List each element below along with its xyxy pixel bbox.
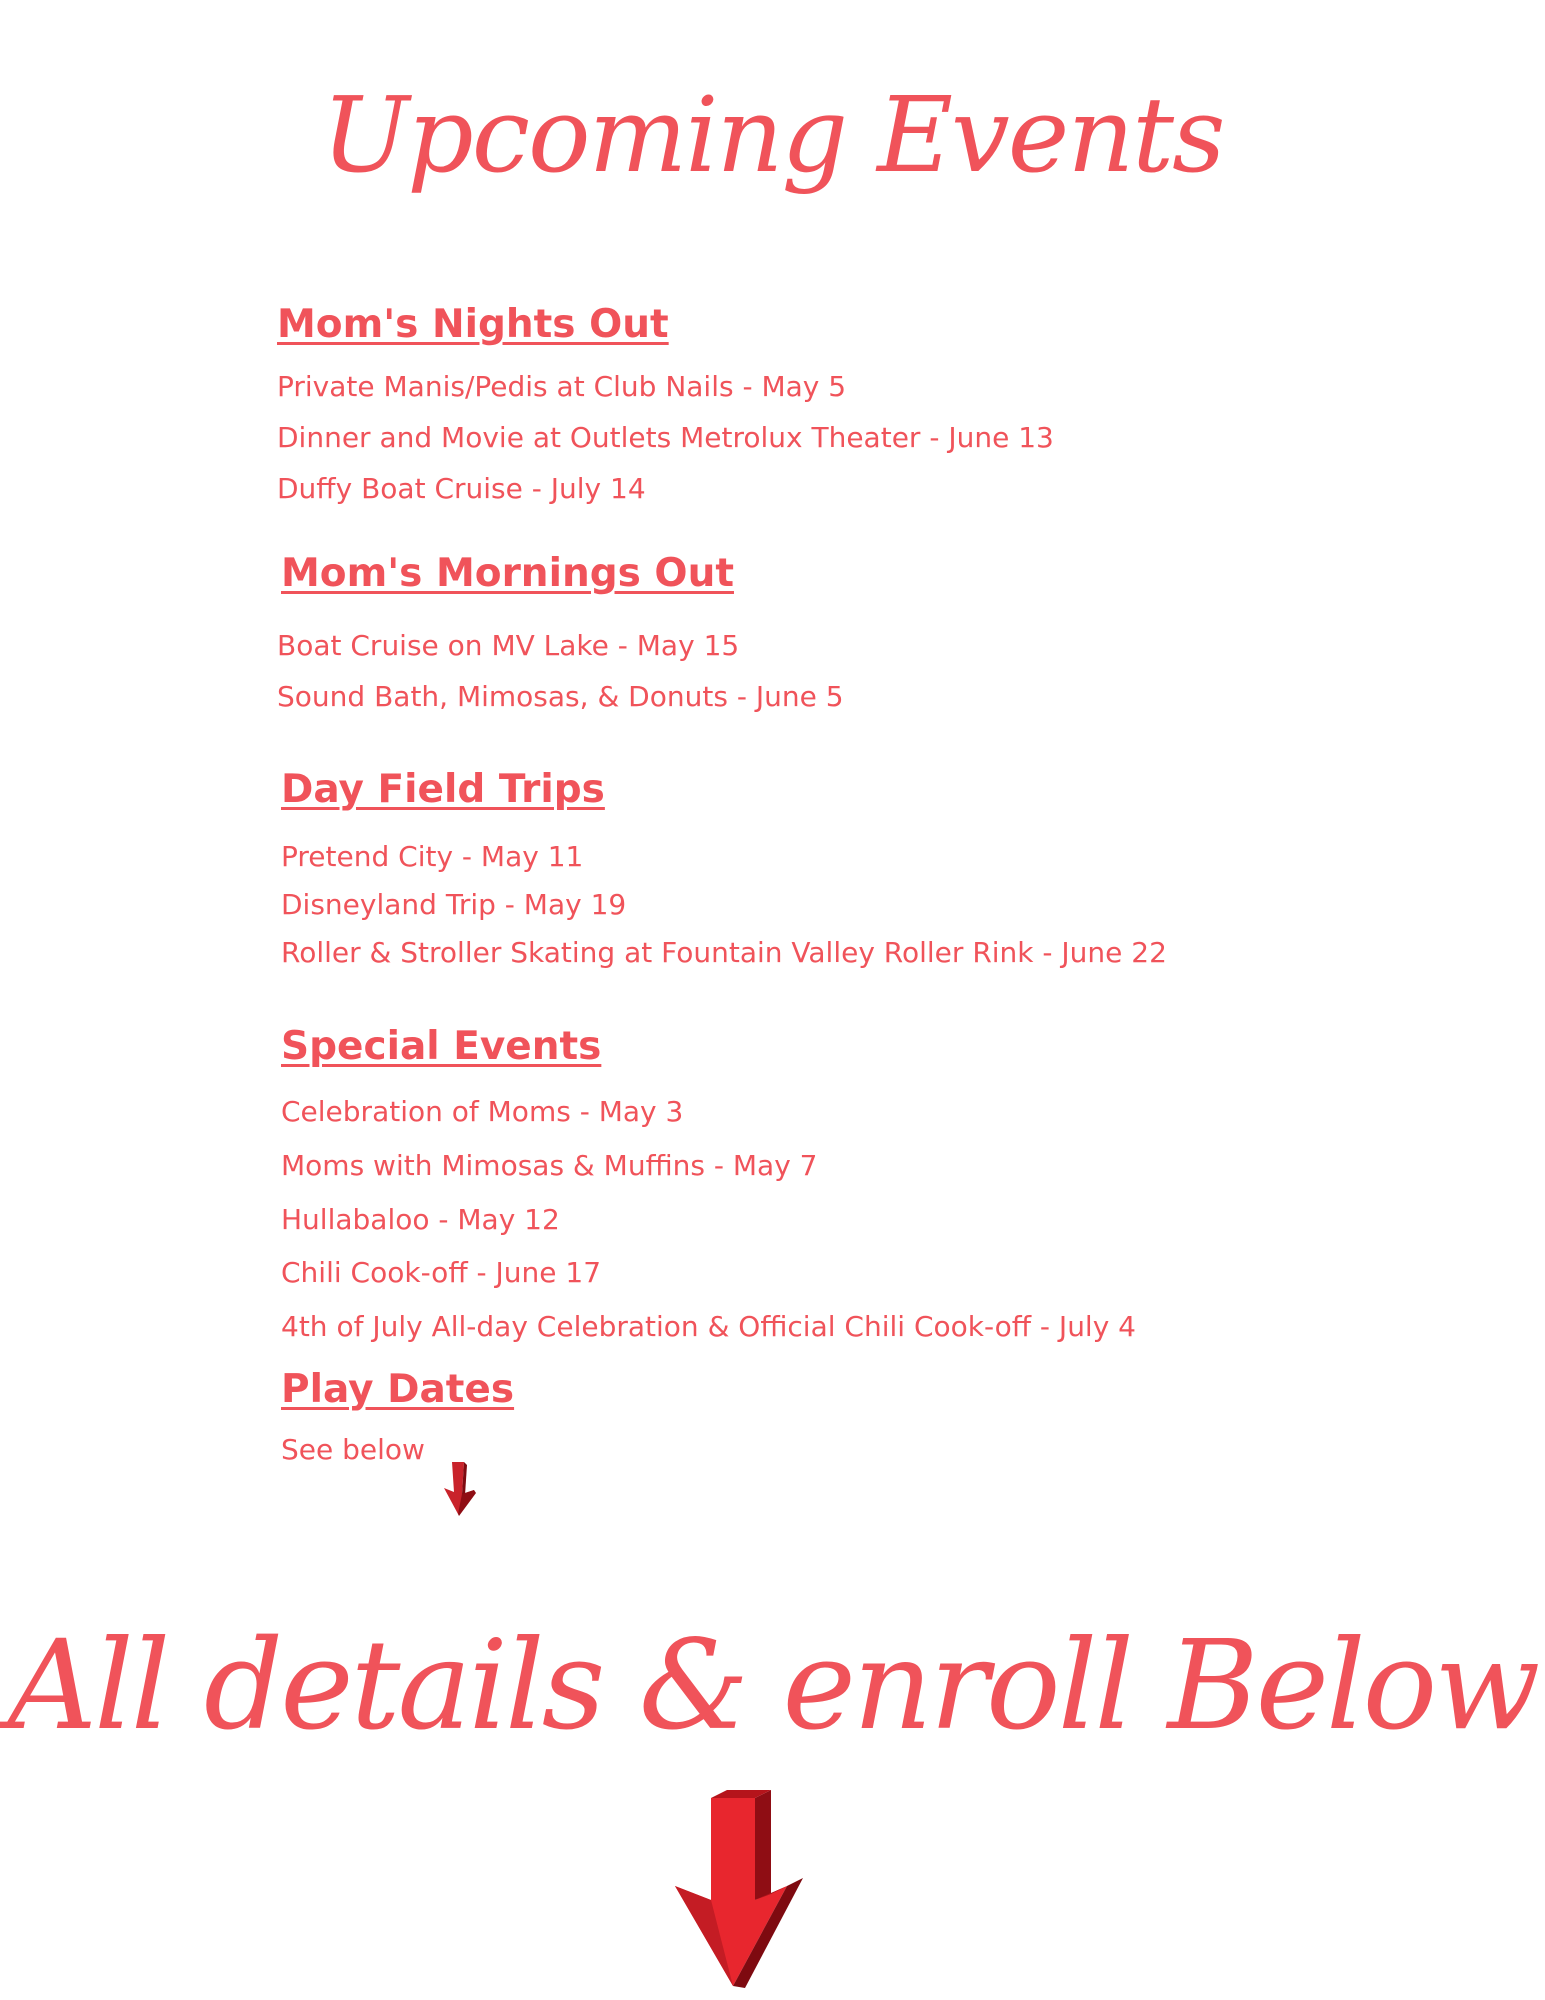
section-title-day-field-trips: Day Field Trips: [281, 767, 605, 812]
event-item: Celebration of Moms - May 3: [281, 1095, 684, 1128]
page-title: Upcoming Events: [321, 74, 1224, 196]
event-item: Moms with Mimosas & Muffins - May 7: [281, 1149, 818, 1182]
event-item: Duffy Boat Cruise - July 14: [277, 472, 646, 505]
section-title-play-dates: Play Dates: [281, 1367, 515, 1412]
section-title-special-events: Special Events: [281, 1024, 602, 1069]
section-title-moms-mornings-out: Mom's Mornings Out: [281, 551, 734, 596]
section-title-moms-nights-out: Mom's Nights Out: [277, 302, 669, 347]
down-arrow-3d-icon: [675, 1790, 805, 1990]
down-arrow-icon: [440, 1460, 478, 1516]
event-item: Dinner and Movie at Outlets Metrolux Theater - June 13: [277, 421, 1054, 454]
event-item: See below: [281, 1433, 425, 1466]
event-item: Disneyland Trip - May 19: [281, 888, 627, 921]
event-item: Roller & Stroller Skating at Fountain Valley Roller Rink - June 22: [281, 936, 1167, 969]
event-item: Chili Cook-off - June 17: [281, 1256, 602, 1289]
event-item: Pretend City - May 11: [281, 840, 584, 873]
enroll-banner: All details & enroll Below: [7, 1614, 1538, 1758]
event-item: Sound Bath, Mimosas, & Donuts - June 5: [277, 680, 844, 713]
event-item: Private Manis/Pedis at Club Nails - May 5: [277, 370, 847, 403]
event-item: Boat Cruise on MV Lake - May 15: [277, 629, 740, 662]
event-item: Hullabaloo - May 12: [281, 1203, 560, 1236]
event-item: 4th of July All-day Celebration & Official Chili Cook-off - July 4: [281, 1310, 1136, 1343]
